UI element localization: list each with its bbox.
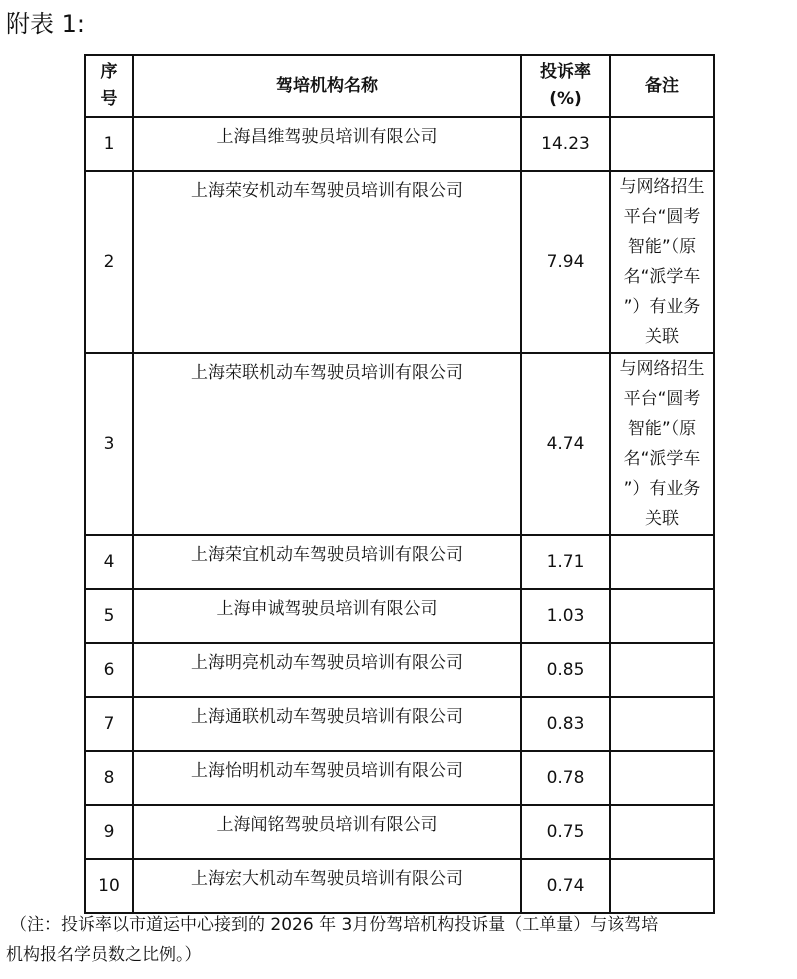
- row-note-line: 智能”（原: [627, 419, 697, 439]
- row-note-line: 智能”（原: [627, 237, 697, 257]
- row-note-line: ”）有业务: [623, 479, 701, 499]
- row-note: [610, 643, 714, 697]
- row-note-line: 关联: [645, 509, 679, 529]
- row-note-line: 平台“圆考: [623, 207, 701, 227]
- header-index: 序 号: [85, 55, 133, 117]
- row-institution-name: 上海闻铭驾驶员培训有限公司: [133, 805, 521, 859]
- table-header-row: [85, 55, 714, 117]
- row-index: 2: [85, 171, 133, 353]
- table-row: [85, 643, 714, 697]
- row-institution-name: 上海荣安机动车驾驶员培训有限公司: [133, 171, 521, 353]
- footnote-line: 机构报名学员数之比例。）: [6, 945, 202, 965]
- row-note-line: 关联: [645, 327, 679, 347]
- header-name: 驾培机构名称: [133, 55, 521, 117]
- row-note: [610, 353, 714, 535]
- page-heading: 附表 1:: [6, 10, 85, 38]
- row-note-line: 平台“圆考: [623, 389, 701, 409]
- row-index: 5: [85, 589, 133, 643]
- row-index: 1: [85, 117, 133, 171]
- row-complaint-rate: 0.85: [521, 643, 610, 697]
- row-institution-name: 上海通联机动车驾驶员培训有限公司: [133, 697, 521, 751]
- row-index: 3: [85, 353, 133, 535]
- header-rate: 投诉率 (%): [521, 55, 610, 117]
- row-note-line: 与网络招生: [619, 177, 705, 197]
- row-note-line: 名“派学车: [623, 267, 701, 287]
- row-complaint-rate: 7.94: [521, 171, 610, 353]
- row-institution-name: 上海荣联机动车驾驶员培训有限公司: [133, 353, 521, 535]
- row-note: [610, 117, 714, 171]
- row-index: 9: [85, 805, 133, 859]
- row-index: 7: [85, 697, 133, 751]
- table-row: [85, 171, 714, 353]
- row-note-line: 名“派学车: [623, 449, 701, 469]
- table-row: [85, 859, 714, 913]
- table-row: [85, 589, 714, 643]
- footnote-line: （注：投诉率以市道运中心接到的 2026 年 3月份驾培机构投诉量（工单量）与该驾培: [10, 915, 659, 935]
- row-note: [610, 589, 714, 643]
- row-complaint-rate: 0.75: [521, 805, 610, 859]
- row-note: [610, 171, 714, 353]
- table-row: [85, 353, 714, 535]
- row-note: [610, 697, 714, 751]
- row-note: [610, 535, 714, 589]
- row-complaint-rate: 4.74: [521, 353, 610, 535]
- row-complaint-rate: 0.83: [521, 697, 610, 751]
- row-index: 4: [85, 535, 133, 589]
- row-index: 8: [85, 751, 133, 805]
- row-complaint-rate: 1.03: [521, 589, 610, 643]
- complaint-rate-table: [84, 54, 715, 914]
- row-complaint-rate: 1.71: [521, 535, 610, 589]
- row-institution-name: 上海申诚驾驶员培训有限公司: [133, 589, 521, 643]
- row-note: [610, 859, 714, 913]
- row-note: [610, 751, 714, 805]
- row-institution-name: 上海明亮机动车驾驶员培训有限公司: [133, 643, 521, 697]
- table-row: [85, 805, 714, 859]
- header-note: 备注: [610, 55, 714, 117]
- row-index: 6: [85, 643, 133, 697]
- table-row: [85, 535, 714, 589]
- table-row: [85, 751, 714, 805]
- row-complaint-rate: 0.78: [521, 751, 610, 805]
- row-note-line: 与网络招生: [619, 359, 705, 379]
- row-index: 10: [85, 859, 133, 913]
- row-note: [610, 805, 714, 859]
- table-row: [85, 697, 714, 751]
- table-row: [85, 117, 714, 171]
- footnote: [0, 910, 797, 970]
- row-institution-name: 上海宏大机动车驾驶员培训有限公司: [133, 859, 521, 913]
- row-note-line: ”）有业务: [623, 297, 701, 317]
- table-body: [85, 117, 714, 913]
- row-institution-name: 上海怡明机动车驾驶员培训有限公司: [133, 751, 521, 805]
- row-institution-name: 上海昌维驾驶员培训有限公司: [133, 117, 521, 171]
- row-complaint-rate: 0.74: [521, 859, 610, 913]
- row-complaint-rate: 14.23: [521, 117, 610, 171]
- row-institution-name: 上海荣宜机动车驾驶员培训有限公司: [133, 535, 521, 589]
